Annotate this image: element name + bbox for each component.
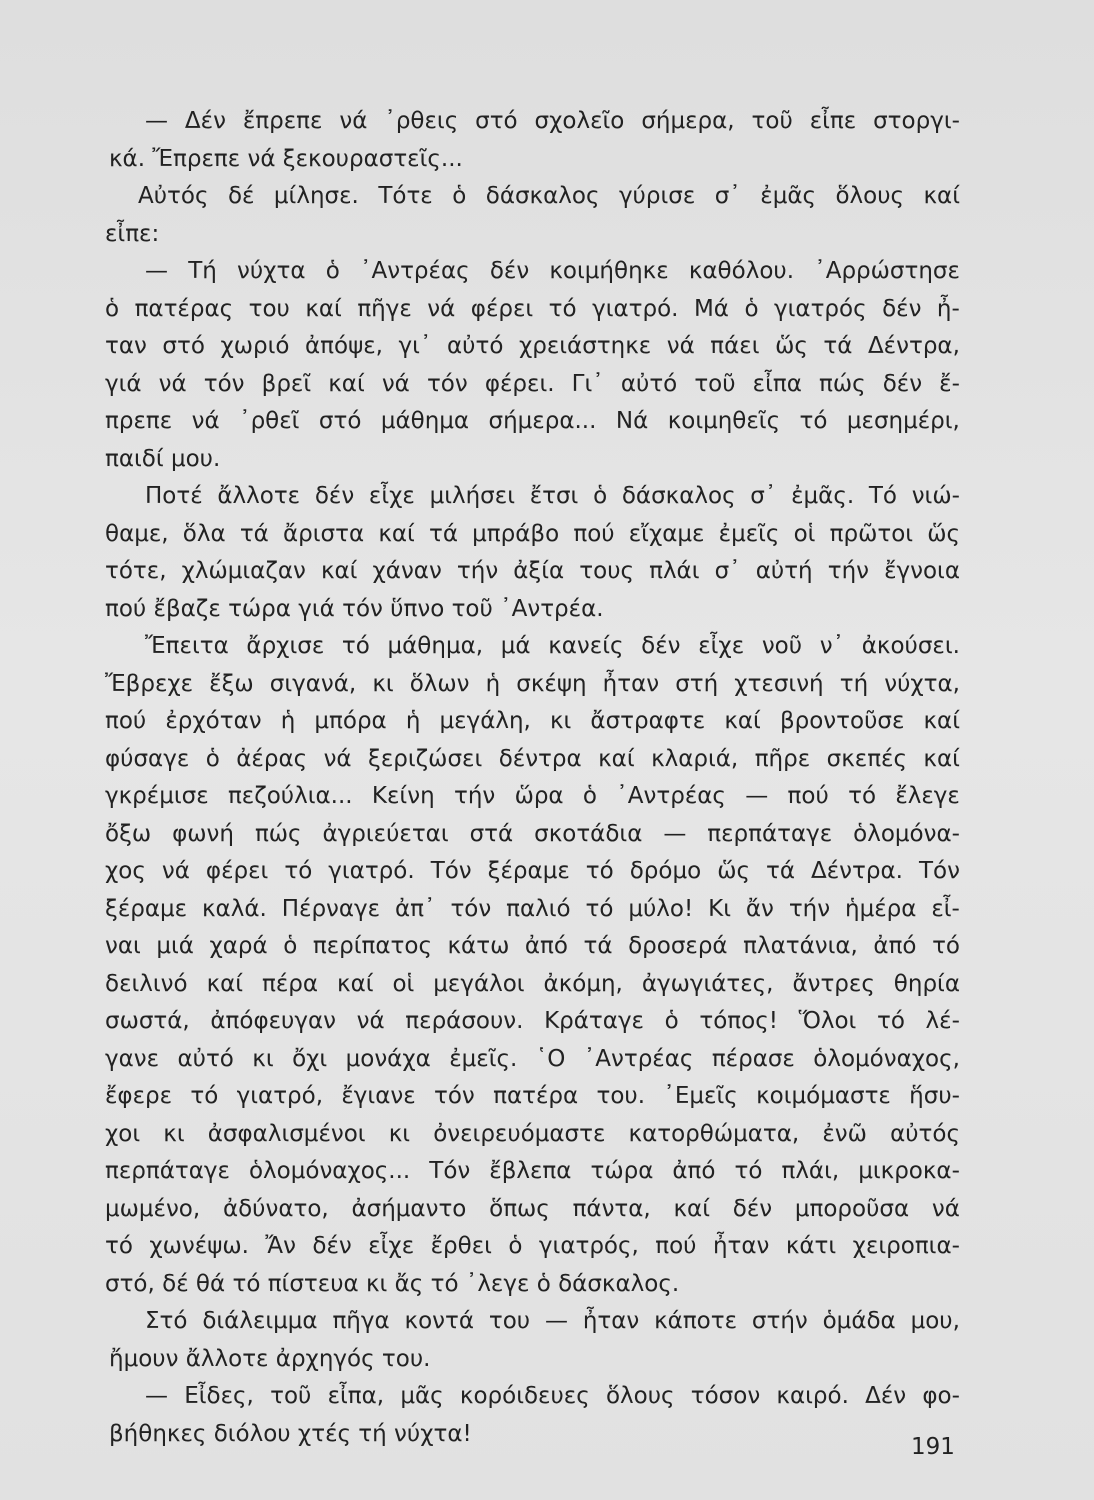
- text-line: κά. Ἔπρεπε νά ξεκουραστεῖς...: [109, 145, 463, 172]
- text-line: — Τή νύχτα ὁ ᾿Αντρέας δέν κοιμήθηκε καθόλου. ᾿Αρρώστησε: [145, 258, 960, 284]
- text-line: Ἔβρεχε ἔξω σιγανά, κι ὅλων ἡ σκέψη ἦταν στή χτεσινή τή νύχτα,: [105, 670, 960, 697]
- body-text: [105, 103, 960, 1453]
- text-line: σωστά, ἀπόφευγαν νά περάσουν. Κράταγε ὁ τόπος! Ὅλοι τό λέ-: [105, 1008, 960, 1034]
- text-line: ὁ πατέρας του καί πῆγε νά φέρει τό γιατρό. Μά ὁ γιατρός δέν ἦ-: [105, 295, 960, 322]
- text-line: στό, δέ θά τό πίστευα κι ἄς τό ᾿λεγε ὁ δάσκαλος.: [105, 1270, 680, 1297]
- text-line: ναι μιά χαρά ὁ περίπατος κάτω ἀπό τά δροσερά πλατάνια, ἀπό τό: [105, 933, 960, 959]
- text-line: ταν στό χωριό ἀπόψε, γι᾿ αὐτό χρειάστηκε νά πάει ὥς τά Δέντρα,: [105, 333, 960, 359]
- text-line: χος νά φέρει τό γιατρό. Τόν ξέραμε τό δρόμο ὥς τά Δέντρα. Τόν: [105, 858, 960, 884]
- text-line: τό χωνέψω. Ἄν δέν εἶχε ἔρθει ὁ γιατρός, πού ἦταν κάτι χειροπια-: [105, 1233, 960, 1259]
- text-line: πρεπε νά ᾿ρθεῖ στό μάθημα σήμερα... Νά κοιμηθεῖς τό μεσημέρι,: [105, 408, 960, 434]
- text-line: τότε, χλώμιαζαν καί χάναν τήν ἀξία τους πλάι σ᾿ αὐτή τήν ἔγνοια: [105, 558, 960, 584]
- text-line: πού ἐρχόταν ἡ μπόρα ἡ μεγάλη, κι ἄστραφτε καί βροντοῦσε καί: [105, 708, 960, 734]
- text-line: Στό διάλειμμα πῆγα κοντά του — ἦταν κάποτε στήν ὁμάδα μου,: [145, 1308, 960, 1334]
- text-line: βήθηκες διόλου χτές τή νύχτα!: [109, 1420, 472, 1447]
- text-line: ἔφερε τό γιατρό, ἔγιανε τόν πατέρα του. ᾿Εμεῖς κοιμόμαστε ἥσυ-: [105, 1083, 960, 1109]
- text-line: γανε αὐτό κι ὄχι μονάχα ἐμεῖς. ῾Ο ᾿Αντρέας πέρασε ὁλομόναχος,: [105, 1045, 960, 1072]
- text-line: ξέραμε καλά. Πέρναγε ἀπ᾿ τόν παλιό τό μύλο! Κι ἄν τήν ἡμέρα εἶ-: [105, 895, 960, 922]
- text-line: ἤμουν ἄλλοτε ἀρχηγός του.: [109, 1345, 431, 1372]
- text-line: θαμε, ὅλα τά ἄριστα καί τά μπράβο πού εἴχαμε ἐμεῖς οἱ πρῶτοι ὥς: [105, 520, 960, 547]
- text-line: — Εἶδες, τοῦ εἶπα, μᾶς κορόιδευες ὅλους τόσον καιρό. Δέν φο-: [145, 1383, 960, 1409]
- text-line: χοι κι ἀσφαλισμένοι κι ὀνειρευόμαστε κατορθώματα, ἐνῶ αὐτός: [105, 1120, 960, 1147]
- text-line: εἶπε:: [105, 220, 160, 247]
- text-line: Αὐτός δέ μίλησε. Τότε ὁ δάσκαλος γύρισε σ᾿ ἐμᾶς ὅλους καί: [138, 183, 960, 209]
- text-line: Ποτέ ἄλλοτε δέν εἶχε μιλήσει ἔτσι ὁ δάσκαλος σ᾿ ἐμᾶς. Τό νιώ-: [145, 483, 960, 509]
- text-line: παιδί μου.: [105, 445, 221, 472]
- text-line: ὄξω φωνή πώς ἀγριεύεται στά σκοτάδια — περπάταγε ὁλομόνα-: [105, 820, 960, 847]
- text-line: γιά νά τόν βρεῖ καί νά τόν φέρει. Γι᾿ αὐτό τοῦ εἶπα πώς δέν ἔ-: [105, 370, 960, 397]
- text-line: γκρέμισε πεζούλια... Κείνη τήν ὥρα ὁ ᾿Αντρέας — πού τό ἔλεγε: [105, 783, 960, 809]
- text-line: μωμένο, ἀδύνατο, ἀσήμαντο ὅπως πάντα, καί δέν μποροῦσα νά: [105, 1195, 960, 1222]
- text-line: φύσαγε ὁ ἀέρας νά ξεριζώσει δέντρα καί κλαριά, πῆρε σκεπές καί: [105, 745, 960, 772]
- text-line: πού ἔβαζε τώρα γιά τόν ὕπνο τοῦ ᾿Αντρέα.: [105, 595, 604, 622]
- text-line: περπάταγε ὁλομόναχος... Τόν ἔβλεπα τώρα ἀπό τό πλάι, μικροκα-: [105, 1158, 960, 1184]
- page-number: 191: [911, 1434, 955, 1460]
- text-line: — Δέν ἔπρεπε νά ᾿ρθεις στό σχολεῖο σήμερα, τοῦ εἶπε στοργι-: [145, 108, 960, 134]
- text-line: Ἔπειτα ἄρχισε τό μάθημα, μά κανείς δέν εἶχε νοῦ ν᾿ ἀκούσει.: [145, 633, 960, 659]
- text-line: δειλινό καί πέρα καί οἱ μεγάλοι ἀκόμη, ἀγωγιάτες, ἄντρες θηρία: [105, 970, 960, 997]
